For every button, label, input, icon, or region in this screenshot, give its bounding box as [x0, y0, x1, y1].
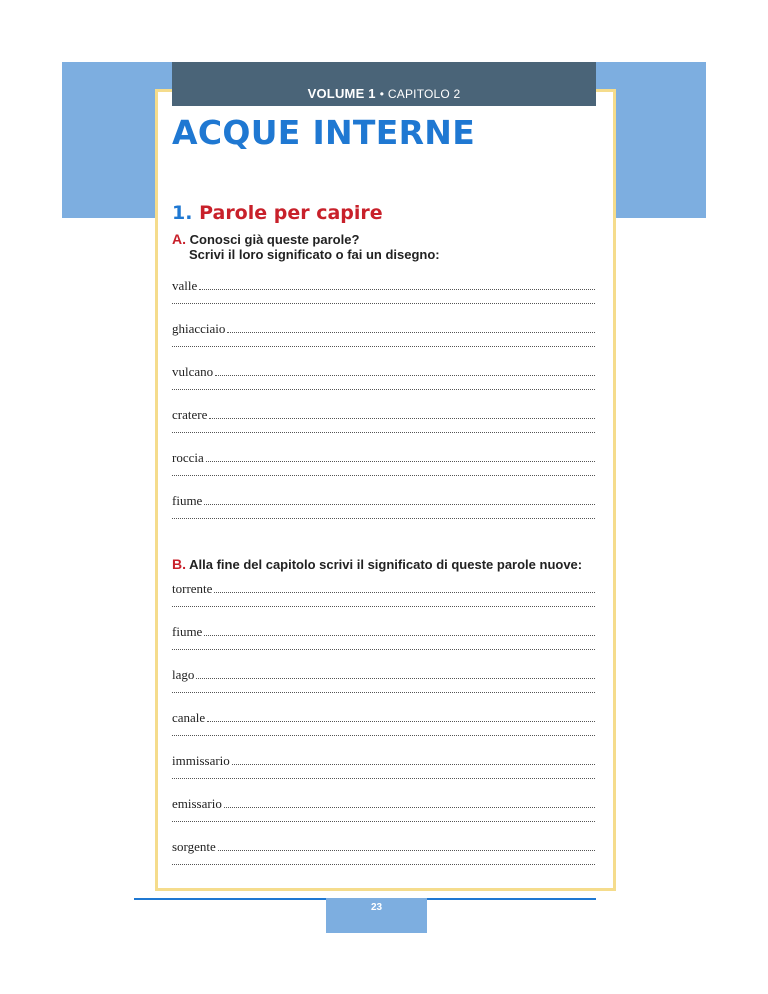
answer-line-blank[interactable]	[172, 389, 595, 390]
vocab-word: torrente	[172, 581, 213, 596]
answer-line-blank[interactable]	[172, 864, 595, 865]
answer-line-blank[interactable]	[172, 475, 595, 476]
answer-line-blank[interactable]	[172, 821, 595, 822]
answer-line-canale[interactable]	[172, 708, 595, 724]
answer-line-fiume-b[interactable]	[172, 622, 595, 638]
chapter-label: CAPITOLO 2	[387, 87, 461, 101]
answer-line-vulcano[interactable]	[172, 362, 595, 378]
answer-line-emissario[interactable]	[172, 794, 595, 810]
chapter-header	[172, 62, 596, 106]
answer-line-blank[interactable]	[172, 432, 595, 433]
vocab-word: valle	[172, 278, 198, 293]
volume-label: VOLUME 1	[307, 86, 376, 101]
vocab-word: roccia	[172, 450, 204, 465]
instruction-a-letter: A.	[172, 231, 186, 247]
answer-line-blank[interactable]	[172, 735, 595, 736]
answer-line-ghiacciaio[interactable]	[172, 319, 595, 335]
answer-line-blank[interactable]	[172, 346, 595, 347]
section-title: Parole per capire	[199, 202, 383, 224]
answer-line-sorgente[interactable]	[172, 837, 595, 853]
answer-line-roccia[interactable]	[172, 448, 595, 464]
vocab-word: vulcano	[172, 364, 214, 379]
vocab-word: sorgente	[172, 839, 216, 854]
answer-line-immissario[interactable]	[172, 751, 595, 767]
vocab-word: fiume	[172, 493, 203, 508]
answer-line-lago[interactable]	[172, 665, 595, 681]
vocab-word: emissario	[172, 796, 222, 811]
answer-line-valle[interactable]	[172, 276, 595, 292]
answer-line-torrente[interactable]	[172, 579, 595, 595]
vocab-word: canale	[172, 710, 206, 725]
instruction-a-line1: Conosci già queste parole?	[189, 232, 360, 247]
answer-line-fiume[interactable]	[172, 491, 595, 507]
vocab-word: fiume	[172, 624, 203, 639]
answer-line-cratere[interactable]	[172, 405, 595, 421]
answer-line-blank[interactable]	[172, 518, 595, 519]
answer-line-blank[interactable]	[172, 692, 595, 693]
vocab-word: cratere	[172, 407, 208, 422]
vocab-word: immissario	[172, 753, 230, 768]
instruction-b-text: Alla fine del capitolo scrivi il significato di queste parole nuove:	[189, 557, 583, 572]
instruction-a-line2: Scrivi il loro significato o fai un disegno:	[189, 247, 440, 262]
vocab-word: lago	[172, 667, 195, 682]
instruction-b-letter: B.	[172, 556, 186, 572]
section-heading	[172, 202, 383, 224]
header-separator: •	[379, 87, 384, 101]
page-number: 23	[326, 898, 427, 933]
answer-line-blank[interactable]	[172, 778, 595, 779]
answer-line-blank[interactable]	[172, 303, 595, 304]
page-title: ACQUE INTERNE	[172, 113, 476, 152]
vocab-word: ghiacciaio	[172, 321, 226, 336]
answer-line-blank[interactable]	[172, 649, 595, 650]
instruction-b	[172, 557, 582, 572]
section-number: 1.	[172, 202, 193, 224]
answer-line-blank[interactable]	[172, 606, 595, 607]
instruction-a	[172, 232, 440, 262]
